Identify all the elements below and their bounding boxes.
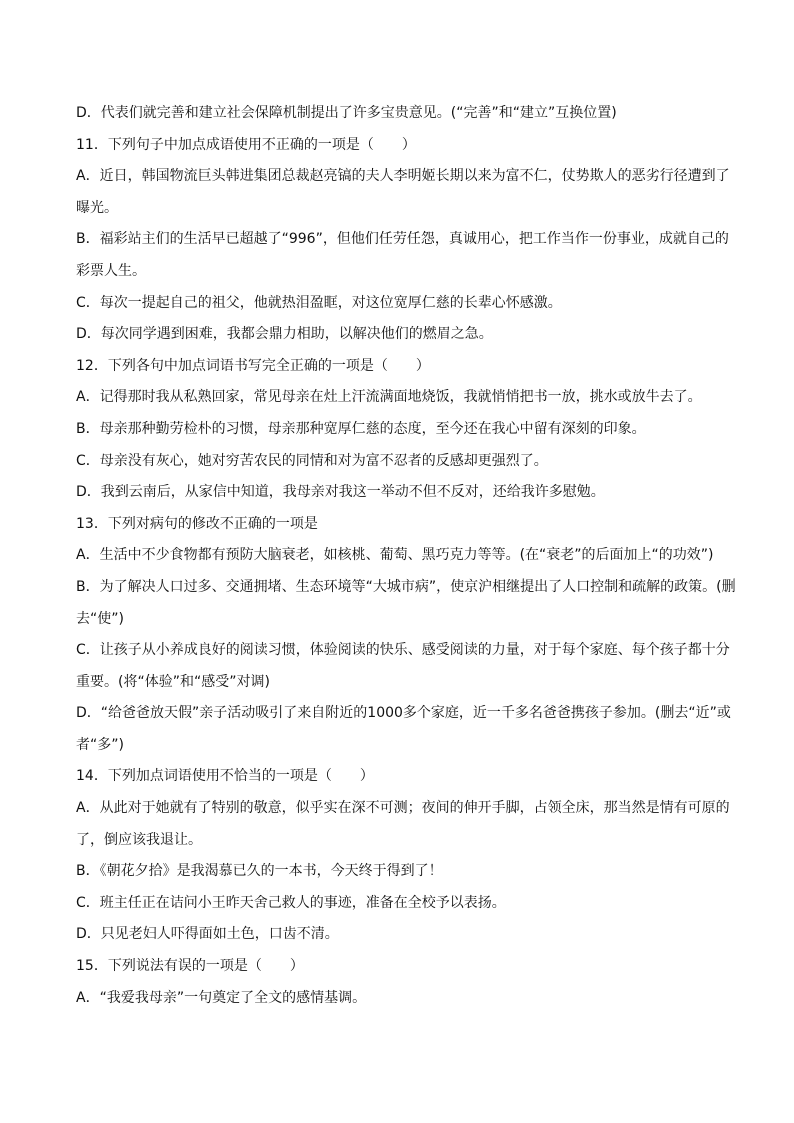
option-c-q11: C．每次一提起自己的祖父，他就热泪盈眶，对这位宽厚仁慈的长辈心怀感激。 bbox=[76, 294, 562, 311]
option-c-q13: C．让孩子从小养成良好的阅读习惯，体验阅读的快乐、感受阅读的力量，对于每个家庭、每个孩子都十分 bbox=[76, 642, 730, 659]
question-12: 12．下列各句中加点词语书写完全正确的一项是（ ） bbox=[76, 357, 430, 374]
option-d-q12: D．我到云南后，从家信中知道，我母亲对我这一举动不但不反对，还给我许多慰勉。 bbox=[76, 484, 605, 501]
option-a-q15: A．“我爱我母亲”一句奠定了全文的感情基调。 bbox=[76, 989, 367, 1006]
option-a-q12: A．记得那时我从私熟回家，常见母亲在灶上汗流满面地烧饭，我就悄悄把书一放，挑水或放牛去了。 bbox=[76, 389, 702, 406]
option-b-q11-cont: 彩票人生。 bbox=[76, 262, 146, 279]
question-text-block bbox=[76, 98, 736, 1014]
question-14: 14．下列加点词语使用不恰当的一项是（ ） bbox=[76, 768, 374, 785]
question-15: 15．下列说法有误的一项是（ ） bbox=[76, 958, 304, 975]
option-b-q13: B．为了解决人口过多、交通拥堵、生态环境等“大城市病”，使京沪相继提出了人口控制和疏解的政策。(删 bbox=[76, 578, 736, 595]
option-d-q10: D．代表们就完善和建立社会保障机制提出了许多宝贵意见。(“完善”和“建立”互换位置) bbox=[76, 105, 617, 121]
option-a-q13: A．生活中不少食物都有预防大脑衰老，如核桃、葡萄、黑巧克力等等。(在“衰老”的后面加上“的功效”) bbox=[76, 547, 714, 564]
option-a-q14: A．从此对于她就有了特别的敬意，似乎实在深不可测；夜间的伸开手脚，占领全床，那当然是情有可原的 bbox=[76, 800, 730, 817]
question-11: 11．下列句子中加点成语使用不正确的一项是（ ） bbox=[76, 136, 416, 153]
option-a-q14-cont: 了，倒应该我退让。 bbox=[76, 831, 202, 848]
option-c-q14: C．班主任正在诘问小王昨天舍己救人的事迹，准备在全校予以表扬。 bbox=[76, 894, 506, 911]
option-d-q13: D．“给爸爸放天假”亲子活动吸引了来自附近的1000多个家庭，近一千多名爸爸携孩子参加。(删去“近”或 bbox=[76, 705, 731, 722]
option-b-q13-cont: 去“使”) bbox=[76, 610, 124, 627]
option-d-q11: D．每次同学遇到困难，我都会鼎力相助，以解决他们的燃眉之急。 bbox=[76, 326, 493, 343]
option-b-q12: B．母亲那种勤劳检朴的习惯，母亲那种宽厚仁慈的态度，至今还在我心中留有深刻的印象。 bbox=[76, 420, 646, 437]
question-13: 13．下列对病句的修改不正确的一项是 bbox=[76, 515, 318, 532]
option-b-q14: B．《朝花夕拾》是我渴慕已久的一本书，今天终于得到了！ bbox=[76, 863, 443, 880]
option-d-q13-cont: 者“多”) bbox=[76, 736, 124, 753]
option-a-q11: A．近日，韩国物流巨头韩进集团总裁赵亮镐的夫人李明姬长期以来为富不仁，仗势欺人的恶劣行径遭到了 bbox=[76, 168, 730, 185]
option-c-q13-cont: 重要。(将“体验”和“感受”对调) bbox=[76, 673, 270, 690]
option-a-q11-cont: 曝光。 bbox=[76, 199, 118, 216]
option-c-q12: C．母亲没有灰心，她对穷苦农民的同情和对为富不忍者的反感却更强烈了。 bbox=[76, 452, 548, 469]
option-d-q14: D．只见老妇人吓得面如土色，口齿不清。 bbox=[76, 926, 339, 943]
option-b-q11: B．福彩站主们的生活早已超越了“996”，但他们任劳任怨，真诚用心，把工作当作一份事业，成就自己的 bbox=[76, 231, 729, 248]
